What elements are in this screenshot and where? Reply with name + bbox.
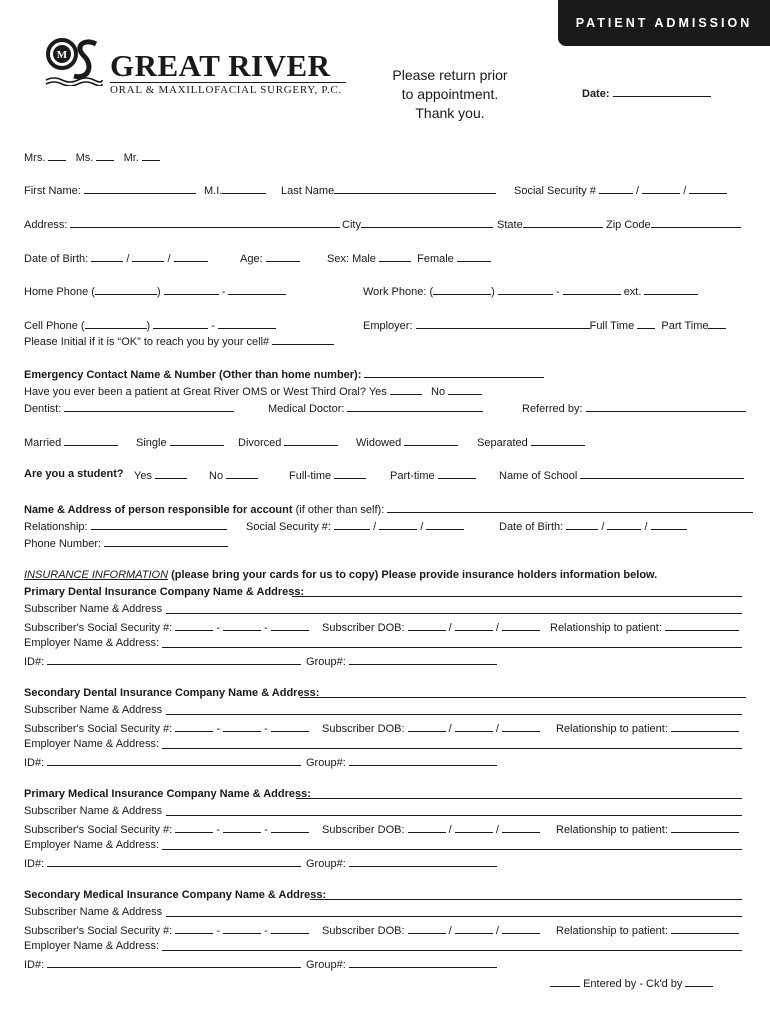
subscriber-dob-month[interactable]	[408, 923, 446, 934]
logo-name: GREAT RIVER	[110, 48, 331, 83]
subscriber-dob-month[interactable]	[408, 620, 446, 631]
insurance-section: Primary Dental Insurance Company Name & Address: Subscriber Name & Address Subscriber's Social Security #: - - Subscriber DOB: / / Relationship to patient: Employer Name & Address: ID#: Group#:	[0, 586, 770, 670]
employer-input-line[interactable]	[162, 748, 742, 749]
ext-label: ext.	[623, 286, 642, 298]
marital-married-field[interactable]	[24, 435, 118, 449]
full-time-label: Full Time	[589, 320, 635, 332]
subscriber-name-input-line[interactable]	[166, 916, 742, 917]
group-label: Group#:	[306, 656, 346, 668]
group-input-line[interactable]	[349, 957, 497, 968]
city-field[interactable]	[342, 217, 493, 231]
title-selector[interactable]	[24, 150, 160, 164]
subscriber-ssn-part2[interactable]	[223, 721, 261, 732]
state-label: State	[497, 219, 523, 231]
last-name-input-line[interactable]	[334, 183, 496, 194]
subscriber-name-input-line[interactable]	[166, 714, 742, 715]
subscriber-dob-label: Subscriber DOB:	[322, 824, 405, 836]
city-input-line[interactable]	[361, 217, 493, 228]
student-fulltime-input-line[interactable]	[334, 468, 366, 479]
subscriber-ssn-part1[interactable]	[175, 822, 213, 833]
home-phone-prefix[interactable]	[164, 284, 219, 295]
last-name-label: Last Name	[281, 185, 335, 197]
mi-field[interactable]	[204, 183, 266, 197]
emergency-contact-field[interactable]	[24, 367, 544, 381]
first-name-label: First Name:	[24, 185, 81, 197]
subscriber-dob-year[interactable]	[502, 822, 540, 833]
id-label: ID#:	[24, 858, 45, 870]
student-no-input-line[interactable]	[226, 468, 258, 479]
insurance-heading: Primary Medical Insurance Company Name & Address:	[24, 788, 311, 800]
zip-input-line[interactable]	[651, 217, 741, 228]
first-name-field[interactable]	[24, 183, 196, 197]
checked-by-input-line[interactable]	[685, 976, 713, 987]
single-label: Single	[136, 437, 167, 449]
previous-patient-label: Have you ever been a patient at Great River OMS or West Third Oral? Yes	[24, 386, 387, 398]
last-name-field[interactable]	[281, 183, 496, 197]
previous-patient-no-line[interactable]	[448, 384, 482, 395]
subscriber-ssn-part3[interactable]	[271, 721, 309, 732]
mi-label: M.I.	[204, 185, 223, 197]
relationship-label: Relationship to patient:	[556, 824, 668, 836]
responsible-ssn-label: Social Security #:	[246, 521, 331, 533]
subscriber-ssn-label: Subscriber's Social Security #:	[24, 824, 173, 836]
subscriber-dob-label: Subscriber DOB:	[322, 925, 405, 937]
emergency-contact-input-line[interactable]	[364, 367, 544, 378]
state-input-line[interactable]	[523, 217, 603, 228]
id-label: ID#:	[24, 656, 45, 668]
employer-label: Employer Name & Address:	[24, 637, 160, 649]
date-input-line[interactable]	[613, 86, 711, 97]
age-input-line[interactable]	[266, 251, 300, 262]
id-input-line[interactable]	[47, 654, 301, 665]
insurance-intro	[24, 569, 657, 581]
student-yes-label: Yes	[134, 470, 152, 482]
responsible-heading: Name & Address of person responsible for account	[24, 504, 293, 516]
form-title-banner: PATIENT ADMISSION	[558, 0, 770, 46]
mr-input-line[interactable]	[142, 150, 160, 161]
subscriber-name-label: Subscriber Name & Address	[24, 906, 163, 918]
mrs-input-line[interactable]	[48, 150, 66, 161]
part-time-input-line[interactable]	[708, 318, 726, 329]
cell-consent-label: Please Initial if it is “OK” to reach you by your cell#	[24, 336, 270, 348]
marital-separated-field[interactable]	[477, 435, 585, 449]
subscriber-dob-label: Subscriber DOB:	[322, 622, 405, 634]
cell-phone-line[interactable]	[218, 318, 276, 329]
marital-divorced-field[interactable]	[238, 435, 338, 449]
responsible-phone-input-line[interactable]	[104, 536, 228, 547]
relationship-input-line[interactable]	[671, 923, 739, 934]
responsible-relationship-field[interactable]	[24, 519, 227, 533]
relationship-label: Relationship to patient:	[556, 723, 668, 735]
employer-input-line[interactable]	[162, 950, 742, 951]
mrs-label: Mrs.	[24, 152, 46, 164]
subscriber-dob-month[interactable]	[408, 822, 446, 833]
student-parttime-label: Part-time	[390, 470, 435, 482]
return-note-line: Thank you.	[415, 105, 485, 121]
responsible-relationship-label: Relationship:	[24, 521, 88, 533]
insurance-company-input-line[interactable]	[296, 798, 742, 799]
group-input-line[interactable]	[349, 654, 497, 665]
relationship-input-line[interactable]	[671, 721, 739, 732]
responsible-phone-field[interactable]	[24, 536, 228, 550]
cell-phone-field[interactable]: Cell Phone ( ) -	[24, 318, 276, 332]
subscriber-name-label: Subscriber Name & Address	[24, 704, 163, 716]
responsible-ssn-field[interactable]: Social Security #: / /	[246, 519, 464, 533]
relationship-label: Relationship to patient:	[550, 622, 662, 634]
subscriber-ssn-part3[interactable]	[271, 620, 309, 631]
ssn-part2[interactable]	[642, 183, 680, 194]
subscriber-ssn-part2[interactable]	[223, 822, 261, 833]
address-input-line[interactable]	[70, 217, 340, 228]
medical-doctor-field[interactable]	[268, 401, 483, 415]
responsible-ssn-part1[interactable]	[334, 519, 370, 530]
zip-field[interactable]	[606, 217, 741, 231]
subscriber-dob-day[interactable]	[455, 620, 493, 631]
dentist-field[interactable]	[24, 401, 234, 415]
logo-subtitle: ORAL & MAXILLOFACIAL SURGERY, P.C.	[110, 84, 342, 96]
return-note-line: to appointment.	[401, 86, 499, 102]
mr-label: Mr.	[123, 152, 139, 164]
sex-field[interactable]	[327, 251, 491, 265]
previous-patient-field[interactable]	[24, 384, 482, 398]
home-phone-area[interactable]	[95, 284, 157, 295]
address-label: Address:	[24, 219, 68, 231]
student-fulltime-field[interactable]	[289, 468, 366, 482]
emergency-contact-label: Emergency Contact Name & Number (Other than home number):	[24, 369, 362, 381]
responsible-dob-label: Date of Birth:	[499, 521, 564, 533]
subscriber-dob-year[interactable]	[502, 721, 540, 732]
group-input-line[interactable]	[349, 755, 497, 766]
subscriber-ssn-label: Subscriber's Social Security #:	[24, 925, 173, 937]
return-note	[380, 66, 520, 123]
dob-field[interactable]: Date of Birth: / /	[24, 251, 208, 265]
responsible-input-line[interactable]	[387, 502, 753, 513]
responsible-party-field[interactable]	[24, 502, 753, 516]
age-label: Age:	[240, 253, 263, 265]
insurance-heading: Secondary Dental Insurance Company Name & Address:	[24, 687, 320, 699]
student-yes-input-line[interactable]	[155, 468, 187, 479]
employer-input-line[interactable]	[416, 318, 590, 329]
student-no-label: No	[209, 470, 224, 482]
dob-year[interactable]	[174, 251, 208, 262]
referred-by-label: Referred by:	[522, 403, 583, 415]
single-input-line[interactable]	[170, 435, 224, 446]
subscriber-name-input-line[interactable]	[166, 613, 742, 614]
first-name-input-line[interactable]	[84, 183, 196, 194]
responsible-relationship-input-line[interactable]	[91, 519, 227, 530]
responsible-dob-field[interactable]: Date of Birth: / /	[499, 519, 687, 533]
subscriber-dob-month[interactable]	[408, 721, 446, 732]
widowed-label: Widowed	[356, 437, 402, 449]
insurance-heading: Primary Dental Insurance Company Name & Address:	[24, 586, 305, 598]
responsible-note: (if other than self):	[295, 504, 385, 516]
employer-field[interactable]	[363, 318, 726, 332]
work-phone-area[interactable]	[433, 284, 491, 295]
student-no-field[interactable]	[209, 468, 258, 482]
insurance-section: Secondary Dental Insurance Company Name & Address: Subscriber Name & Address Subscriber's Social Security #: - - Subscriber DOB: / / Relationship to patient: Employer Name & Address: ID#: Group#:	[0, 687, 770, 771]
responsible-ssn-part2[interactable]	[379, 519, 417, 530]
sex-male-label: Sex: Male	[327, 253, 376, 265]
logo-divider	[110, 82, 346, 83]
subscriber-dob-day[interactable]	[455, 721, 493, 732]
subscriber-dob-year[interactable]	[502, 620, 540, 631]
id-label: ID#:	[24, 959, 45, 971]
responsible-dob-year[interactable]	[651, 519, 687, 530]
entered-by-input-line[interactable]	[550, 976, 580, 987]
ssn-part1[interactable]	[599, 183, 633, 194]
part-time-label: Part Time	[661, 320, 709, 332]
subscriber-dob-year[interactable]	[502, 923, 540, 934]
divorced-input-line[interactable]	[284, 435, 338, 446]
ssn-label: Social Security #	[514, 185, 596, 197]
ms-label: Ms.	[75, 152, 94, 164]
widowed-input-line[interactable]	[404, 435, 458, 446]
insurance-section: Primary Medical Insurance Company Name & Address: Subscriber Name & Address Subscriber's Social Security #: - - Subscriber DOB: / / Relationship to patient: Employer Name & Address: ID#: Group#:	[0, 788, 770, 872]
medical-doctor-label: Medical Doctor:	[268, 403, 345, 415]
cell-phone-area[interactable]	[85, 318, 147, 329]
work-phone-label: Work Phone: (	[363, 286, 434, 298]
insurance-section: Secondary Medical Insurance Company Name & Address: Subscriber Name & Address Subscriber's Social Security #: - - Subscriber DOB: / / Relationship to patient: Employer Name & Address: ID#: Group#:	[0, 889, 770, 973]
dob-label: Date of Birth:	[24, 253, 89, 265]
subscriber-dob-day[interactable]	[455, 923, 493, 934]
date-field[interactable]	[582, 86, 711, 100]
mi-input-line[interactable]	[222, 183, 266, 194]
separated-input-line[interactable]	[531, 435, 585, 446]
oms-logo-icon	[44, 36, 104, 86]
subscriber-name-label: Subscriber Name & Address	[24, 805, 163, 817]
employer-input-line[interactable]	[162, 647, 742, 648]
divorced-label: Divorced	[238, 437, 282, 449]
married-input-line[interactable]	[64, 435, 118, 446]
sex-male-input-line[interactable]	[379, 251, 411, 262]
relationship-label: Relationship to patient:	[556, 925, 668, 937]
entered-by-field[interactable]	[550, 976, 713, 990]
responsible-dob-month[interactable]	[566, 519, 598, 530]
group-label: Group#:	[306, 757, 346, 769]
group-label: Group#:	[306, 858, 346, 870]
insurance-heading: Secondary Medical Insurance Company Name & Address:	[24, 889, 327, 901]
referred-by-input-line[interactable]	[586, 401, 746, 412]
employer-label: Employer Name & Address:	[24, 738, 160, 750]
subscriber-name-label: Subscriber Name & Address	[24, 603, 163, 615]
subscriber-ssn-label: Subscriber's Social Security #:	[24, 622, 173, 634]
insurance-company-input-line[interactable]	[310, 899, 742, 900]
ssn-field[interactable]: Social Security # / /	[514, 183, 727, 197]
responsible-dob-day[interactable]	[607, 519, 641, 530]
group-label: Group#:	[306, 959, 346, 971]
cell-phone-prefix[interactable]	[153, 318, 208, 329]
subscriber-ssn-part3[interactable]	[271, 822, 309, 833]
relationship-input-line[interactable]	[665, 620, 739, 631]
id-input-line[interactable]	[47, 856, 301, 867]
subscriber-ssn-part1[interactable]	[175, 721, 213, 732]
age-field[interactable]	[240, 251, 300, 265]
state-field[interactable]	[497, 217, 603, 231]
sex-female-input-line[interactable]	[457, 251, 491, 262]
employer-label: Employer Name & Address:	[24, 940, 160, 952]
work-phone-line[interactable]	[563, 284, 621, 295]
marital-single-field[interactable]	[136, 435, 224, 449]
insurance-company-input-line[interactable]	[300, 697, 746, 698]
medical-doctor-input-line[interactable]	[347, 401, 483, 412]
return-note-line: Please return prior	[392, 67, 508, 83]
student-parttime-field[interactable]	[390, 468, 476, 482]
responsible-ssn-part3[interactable]	[426, 519, 464, 530]
ssn-part3[interactable]	[689, 183, 727, 194]
subscriber-dob-day[interactable]	[455, 822, 493, 833]
sex-female-label: Female	[417, 253, 454, 265]
insurance-instructions: (please bring your cards for us to copy) Please provide insurance holders information below.	[171, 569, 658, 581]
id-input-line[interactable]	[47, 957, 301, 968]
dob-month[interactable]	[91, 251, 123, 262]
zip-label: Zip Code	[606, 219, 651, 231]
subscriber-ssn-part3[interactable]	[271, 923, 309, 934]
id-label: ID#:	[24, 757, 45, 769]
subscriber-ssn-part2[interactable]	[223, 923, 261, 934]
employer-label: Employer Name & Address:	[24, 839, 160, 851]
school-name-field[interactable]	[499, 468, 744, 482]
dentist-label: Dentist:	[24, 403, 62, 415]
insurance-company-input-line[interactable]	[292, 596, 742, 597]
cell-consent-input-line[interactable]	[272, 334, 334, 345]
subscriber-ssn-label: Subscriber's Social Security #:	[24, 723, 173, 735]
work-phone-field[interactable]: Work Phone: ( ) - ext.	[363, 284, 698, 298]
date-label: Date:	[582, 88, 610, 100]
work-phone-prefix[interactable]	[498, 284, 553, 295]
home-phone-field[interactable]: Home Phone ( ) -	[24, 284, 286, 298]
home-phone-label: Home Phone (	[24, 286, 95, 298]
ext-input-line[interactable]	[644, 284, 698, 295]
referred-by-field[interactable]	[522, 401, 746, 415]
dentist-input-line[interactable]	[64, 401, 234, 412]
entered-by-label: Entered by - Ck'd by	[583, 978, 683, 990]
previous-patient-yes-line[interactable]	[390, 384, 422, 395]
cell-phone-label: Cell Phone (	[24, 320, 85, 332]
subscriber-dob-label: Subscriber DOB:	[322, 723, 405, 735]
responsible-phone-label: Phone Number:	[24, 538, 102, 550]
dob-day[interactable]	[132, 251, 164, 262]
city-label: City	[342, 219, 361, 231]
insurance-title: INSURANCE INFORMATION	[24, 569, 169, 581]
subscriber-ssn-part1[interactable]	[175, 923, 213, 934]
marital-widowed-field[interactable]	[356, 435, 458, 449]
married-label: Married	[24, 437, 62, 449]
school-name-label: Name of School	[499, 470, 578, 482]
employer-label: Employer:	[363, 320, 413, 332]
previous-patient-no-label: No	[431, 386, 446, 398]
student-question: Are you a student?	[24, 468, 124, 480]
home-phone-line[interactable]	[228, 284, 286, 295]
svg-text:M: M	[56, 49, 68, 61]
cell-consent-field[interactable]	[24, 334, 334, 348]
subscriber-name-input-line[interactable]	[166, 815, 742, 816]
ms-input-line[interactable]	[96, 150, 114, 161]
employer-input-line[interactable]	[162, 849, 742, 850]
student-parttime-input-line[interactable]	[438, 468, 476, 479]
separated-label: Separated	[477, 437, 528, 449]
student-yes-field[interactable]	[134, 468, 187, 482]
full-time-input-line[interactable]	[637, 318, 655, 329]
subscriber-ssn-part1[interactable]	[175, 620, 213, 631]
group-input-line[interactable]	[349, 856, 497, 867]
id-input-line[interactable]	[47, 755, 301, 766]
address-field[interactable]	[24, 217, 340, 231]
school-name-input-line[interactable]	[580, 468, 744, 479]
subscriber-ssn-part2[interactable]	[223, 620, 261, 631]
student-fulltime-label: Full-time	[289, 470, 332, 482]
relationship-input-line[interactable]	[671, 822, 739, 833]
